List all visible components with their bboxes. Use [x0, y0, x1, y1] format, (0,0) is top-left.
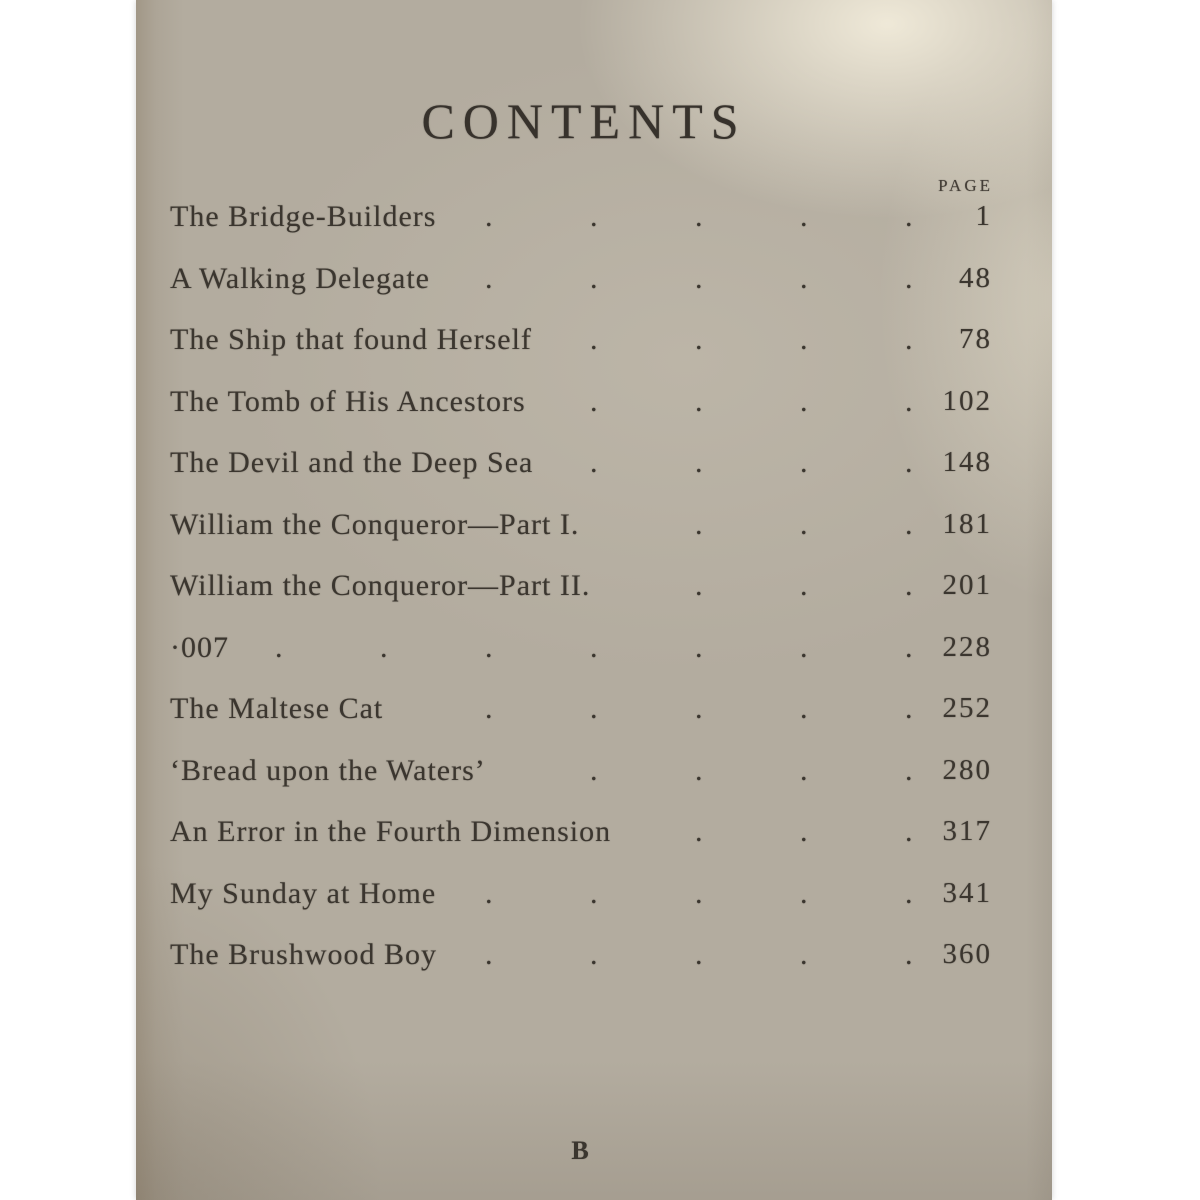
leader-dot: . — [695, 938, 704, 971]
leader-dot: . — [695, 876, 704, 910]
signature-mark: B — [571, 1136, 589, 1165]
leader-dot: . — [590, 446, 599, 479]
leader-dot: . — [590, 323, 599, 356]
toc-row — [170, 863, 990, 925]
leader-dot: . — [905, 753, 914, 787]
leader-dot: . — [695, 507, 704, 541]
toc-row — [170, 248, 990, 310]
leader-dot: . — [485, 630, 494, 664]
leader-dot: . — [800, 507, 809, 541]
leader-dot: . — [905, 446, 914, 479]
leader-dot: . — [800, 753, 809, 787]
toc-entry-title: The Tomb of His Ancestors — [170, 384, 526, 418]
leader-dot: . — [800, 876, 809, 910]
leader-dot: . — [485, 938, 494, 971]
leader-dot: . — [590, 200, 599, 233]
toc-entry-title: The Bridge-Builders — [170, 200, 437, 233]
leader-dot: . — [590, 876, 599, 910]
toc-entry-title: The Ship that found Herself — [170, 323, 532, 356]
leader-dot: . — [485, 692, 494, 725]
leader-dot: . — [275, 630, 284, 664]
leader-dot: . — [485, 200, 494, 233]
toc-entry-page: 148 — [942, 446, 992, 478]
leader-dot: . — [905, 815, 914, 848]
leader-dot: . — [800, 569, 809, 602]
leader-dot: . — [590, 753, 599, 787]
leader-dot: . — [800, 446, 809, 479]
leader-dot: . — [905, 384, 914, 418]
toc-entry-list — [170, 186, 990, 986]
leader-dot: . — [905, 569, 914, 602]
toc-row — [170, 617, 990, 679]
leader-dot: . — [695, 384, 704, 418]
leader-dot: . — [800, 938, 809, 971]
toc-entry-title: William the Conqueror—Part II. — [170, 569, 591, 602]
leader-dot: . — [695, 323, 704, 356]
toc-row — [170, 309, 990, 371]
leader-dot: . — [905, 507, 914, 541]
leader-dot: . — [695, 630, 704, 664]
toc-entry-title: An Error in the Fourth Dimension — [170, 815, 612, 848]
leader-dot: . — [590, 938, 599, 971]
leader-dot: . — [800, 630, 809, 664]
toc-row — [170, 801, 990, 863]
leader-dot: . — [905, 938, 914, 971]
toc-row — [170, 371, 990, 433]
toc-row — [170, 432, 990, 494]
toc-row — [170, 555, 990, 617]
toc-row — [170, 678, 990, 740]
leader-dot: . — [800, 815, 809, 848]
leader-dot: . — [695, 753, 704, 787]
leader-dot: . — [905, 876, 914, 910]
leader-dot: . — [800, 261, 809, 295]
leader-dot: . — [800, 323, 809, 356]
toc-row — [170, 186, 990, 248]
leader-dot: . — [485, 261, 494, 295]
leader-dot: . — [905, 261, 914, 295]
toc-entry-page: 1 — [975, 200, 992, 232]
leader-dot: . — [905, 692, 914, 725]
leader-dot: . — [590, 384, 599, 418]
leader-dot: . — [380, 630, 389, 664]
toc-entry-title: The Brushwood Boy — [170, 938, 437, 971]
leader-dot: . — [485, 876, 494, 910]
toc-entry-page: 181 — [942, 507, 992, 540]
leader-dot: . — [695, 569, 704, 602]
toc-entry-page: 102 — [942, 384, 992, 417]
leader-dot: . — [590, 630, 599, 664]
leader-dot: . — [905, 630, 914, 664]
page-column-header: PAGE — [938, 176, 993, 195]
leader-dot: . — [590, 261, 599, 295]
toc-entry-page: 252 — [942, 692, 992, 724]
leader-dot: . — [905, 200, 914, 233]
toc-entry-title: ‘Bread upon the Waters’ — [170, 753, 486, 787]
contents-title: CONTENTS — [421, 93, 747, 149]
leader-dot: . — [905, 323, 914, 356]
toc-row — [170, 924, 990, 986]
leader-dot: . — [695, 200, 704, 233]
leader-dot: . — [800, 692, 809, 725]
toc-entry-title: ·007 — [170, 630, 229, 664]
leader-dot: . — [695, 261, 704, 295]
toc-entry-title: The Devil and the Deep Sea — [170, 446, 534, 479]
toc-entry-page: 341 — [942, 876, 992, 909]
book-page — [136, 0, 1052, 1200]
toc-row — [170, 494, 990, 556]
toc-row — [170, 740, 990, 802]
leader-dot: . — [800, 384, 809, 418]
leader-dot: . — [695, 692, 704, 725]
toc-entry-page: 317 — [942, 815, 992, 847]
toc-entry-page: 78 — [959, 323, 992, 355]
toc-entry-page: 201 — [942, 569, 992, 601]
toc-entry-page: 280 — [942, 753, 992, 786]
toc-entry-title: My Sunday at Home — [170, 876, 437, 910]
toc-entry-title: William the Conqueror—Part I. — [170, 507, 580, 541]
leader-dot: . — [800, 200, 809, 233]
toc-entry-title: The Maltese Cat — [170, 692, 384, 725]
leader-dot: . — [695, 446, 704, 479]
toc-entry-page: 48 — [959, 261, 992, 294]
toc-entry-page: 228 — [942, 630, 992, 663]
leader-dot: . — [590, 692, 599, 725]
toc-entry-title: A Walking Delegate — [170, 261, 430, 295]
leader-dot: . — [695, 815, 704, 848]
toc-entry-page: 360 — [942, 938, 992, 970]
